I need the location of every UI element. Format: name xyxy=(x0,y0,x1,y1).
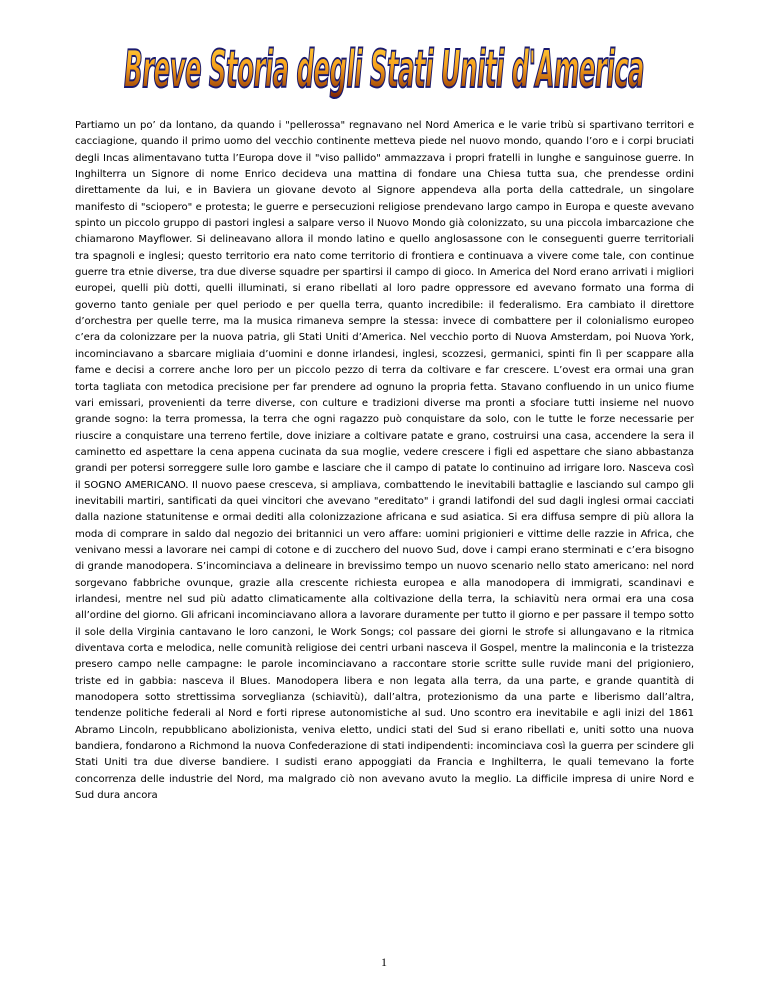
document-title xyxy=(0,22,768,122)
body-paragraph: Partiamo un po’ da lontano, da quando i "pellerossa" regnavano nel Nord America e le varie tribù si spartivano territori e cacciagione, quando il primo uomo del vecchio continente metteva piede nel nuovo mondo, quando l’oro e i corpi bruciati degli Incas alimentavano tutta l’Europa dove il "viso pallido" ammazzava i propri fratelli in lunghe e sanguinose guerre. In Inghilterra un Signore di nome Enrico decideva una mattina di fondare una Chiesa tutta sua, che prendesse ordini direttamente da lui, e in Baviera un giovane devoto al Signore appendeva alla porta della cattedrale, un singolare manifesto di "sciopero" e protesta; le guerre e persecuzioni religiose prendevano largo campo in Europa e queste avevano spinto un piccolo gruppo di pastori inglesi a salpare verso il Nuovo Mondo già colonizzato, su una piccola imbarcazione che chiamarono Mayflower. Si delineavano allora il mondo latino e quello anglosassone con le conseguenti guerre territoriali tra spagnoli e inglesi; questo territorio era nato come territorio di frontiera e continuava a vivere come tale, con continue guerre tra etnie diverse, tra due diverse squadre per spartirsi il campo di gioco. In America del Nord erano arrivati i migliori europei, quelli più dotti, quelli illuminati, si erano ribellati al loro padre oppressore ed avevano formato una forma di governo tanto geniale per quel periodo e per quella terra, quanto incredibile: il federalismo. Era cambiato il direttore d’orchestra per quelle terre, ma la musica rimaneva sempre la stessa: invece di combattere per il colonialismo europeo c’era da colonizzare per la nuova patria, gli Stati Uniti d’America. Nel vecchio porto di Nuova Amsterdam, poi Nuova York, incominciavano a sbarcare migliaia d’uomini e donne irlandesi, inglesi, scozzesi, germanici, spinti fin lì per scappare alla fame e decisi a correre anche loro per un piccolo pezzo di terra da coltivare e far crescere. L’ovest era ormai una gran torta tagliata con metodica precisione per far prendere ad ognuno la propria fetta. Stavano confluendo in un unico fiume vari emissari, provenienti da terre diverse, con culture e tradizioni diverse ma pronti a sfociare tutti insieme nel nuovo grande sogno: la terra promessa, la terra che ogni ragazzo può conquistare da solo, con le tutte le forze necessarie per riuscire a conquistare una terreno fertile, dove iniziare a coltivare patate e grano, costruirsi una casa, accendere la sera il caminetto ed aspettare la cena appena cucinata da sua moglie, vedere crescere i figli ed aspettare che siano abbastanza grandi per potersi sorreggere sulle loro gambe e lasciare che il campo di patate lo continuino ad irrigare loro. Nasceva così il SOGNO AMERICANO. Il nuovo paese cresceva, si ampliava, combattendo le inevitabili battaglie e lasciando sul campo gli inevitabili martiri, santificati da quei vincitori che avevano "ereditato" i grandi latifondi del sud dagli inglesi ormai cacciati dalla nazione statunitense e ormai dediti alla colonizzazione africana e sud asiatica. Si era diffusa sempre di più allora la moda di comprare in saldo dal negozio dei britannici un vero affare: uomini prigionieri e vittime delle razzie in Africa, che venivano messi a lavorare nei campi di cotone e di zucchero del nuovo Sud, dove i campi erano sterminati e c’era bisogno di grande manodopera. S’incominciava a delineare in brevissimo tempo un nuovo scenario nello stato americano: nel nord sorgevano fabbriche ovunque, grazie alla crescente richiesta europea e alla manodopera di immigrati, scandinavi e irlandesi, mentre nel sud più adatto climaticamente alla coltivazione della terra, la schiavitù nera ormai era una cosa all’ordine del giorno. Gli africani incominciavano allora a lavorare duramente per tutto il giorno e per passare il tempo sotto il sole della Virginia cantavano le loro canzoni, le Work Songs; col passare dei giorni le strofe si allungavano e la ritmica diventava corta e melodica, nelle comunità religiose dei centri urbani nasceva il Gospel, mentre la malinconia e la tristezza presero campo nelle campagne: le parole incominciavano a raccontare storie scritte sulle ruvide mani del prigioniero, triste ed in gabbia: nasceva il Blues. Manodopera libera e non legata alla terra, da una parte, e grande quantità di manodopera sotto strettissima sorveglianza (schiavitù), dall’altra, protezionismo da una parte e liberismo dall’altra, tendenze politiche federali al Nord e forti riprese autonomistiche al sud. Uno scontro era inevitabile e agli inizi del 1861 Abramo Lincoln, repubblicano abolizionista, veniva eletto, undici stati del Sud si erano ribellati e, uniti sotto una nuova bandiera, fondarono a Richmond la nuova Confederazione di stati indipendenti: incominciava così la guerra per scindere gli Stati Uniti tra due diverse bandiere. I sudisti erano appoggiati da Francia e Inghilterra, le quali temevano la forte concorrenza delle industrie del Nord, ma malgrado ciò non avevano avuto la meglio. La difficile impresa di unire Nord e Sud dura ancora xyxy=(75,120,694,802)
wordart-title-graphic xyxy=(114,22,654,122)
title-text: Breve Storia degli Stati Uniti d'America xyxy=(123,39,644,100)
page-number: 1 xyxy=(381,955,387,969)
